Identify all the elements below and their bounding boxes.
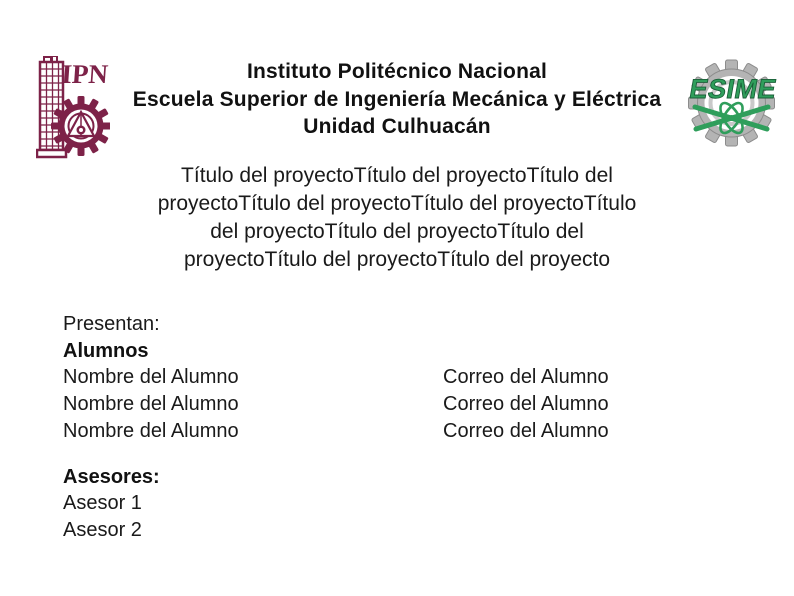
advisor-item: Asesor 1 bbox=[63, 492, 142, 515]
institution-line-3: Unidad Culhuacán bbox=[303, 115, 491, 138]
student-email: Correo del Alumno bbox=[443, 393, 609, 416]
esime-logo-icon bbox=[682, 57, 781, 156]
ipn-letters: IPN bbox=[60, 59, 110, 89]
presenters-heading: Presentan: bbox=[63, 313, 160, 335]
project-title-line-4: proyectoTítulo del proyectoTítulo del proyecto bbox=[183, 248, 611, 271]
institution-header bbox=[0, 58, 794, 141]
project-title-line-1: Título del proyectoTítulo del proyectoTítulo del bbox=[181, 164, 613, 187]
esime-letters: ESIME bbox=[687, 73, 780, 104]
student-row bbox=[63, 418, 754, 445]
student-name: Nombre del Alumno bbox=[63, 393, 239, 416]
project-title bbox=[0, 162, 794, 274]
student-email: Correo del Alumno bbox=[443, 366, 609, 389]
student-name: Nombre del Alumno bbox=[63, 419, 239, 442]
presenters-section bbox=[63, 311, 754, 544]
project-title-line-2: proyectoTítulo del proyectoTítulo del proyectoTítulo bbox=[157, 192, 637, 215]
project-title-line-3: del proyectoTítulo del proyectoTítulo del bbox=[210, 220, 584, 243]
student-row bbox=[63, 391, 754, 418]
advisor-item: Asesor 2 bbox=[63, 518, 142, 541]
institution-line-2: Escuela Superior de Ingeniería Mecánica y Eléctrica bbox=[132, 87, 662, 111]
student-email: Correo del Alumno bbox=[443, 419, 609, 442]
student-name: Nombre del Alumno bbox=[63, 366, 239, 389]
student-row bbox=[63, 364, 754, 391]
students-group-label: Alumnos bbox=[63, 339, 149, 362]
advisors-heading: Asesores: bbox=[63, 465, 160, 488]
institution-line-1: Instituto Politécnico Nacional bbox=[246, 60, 548, 83]
